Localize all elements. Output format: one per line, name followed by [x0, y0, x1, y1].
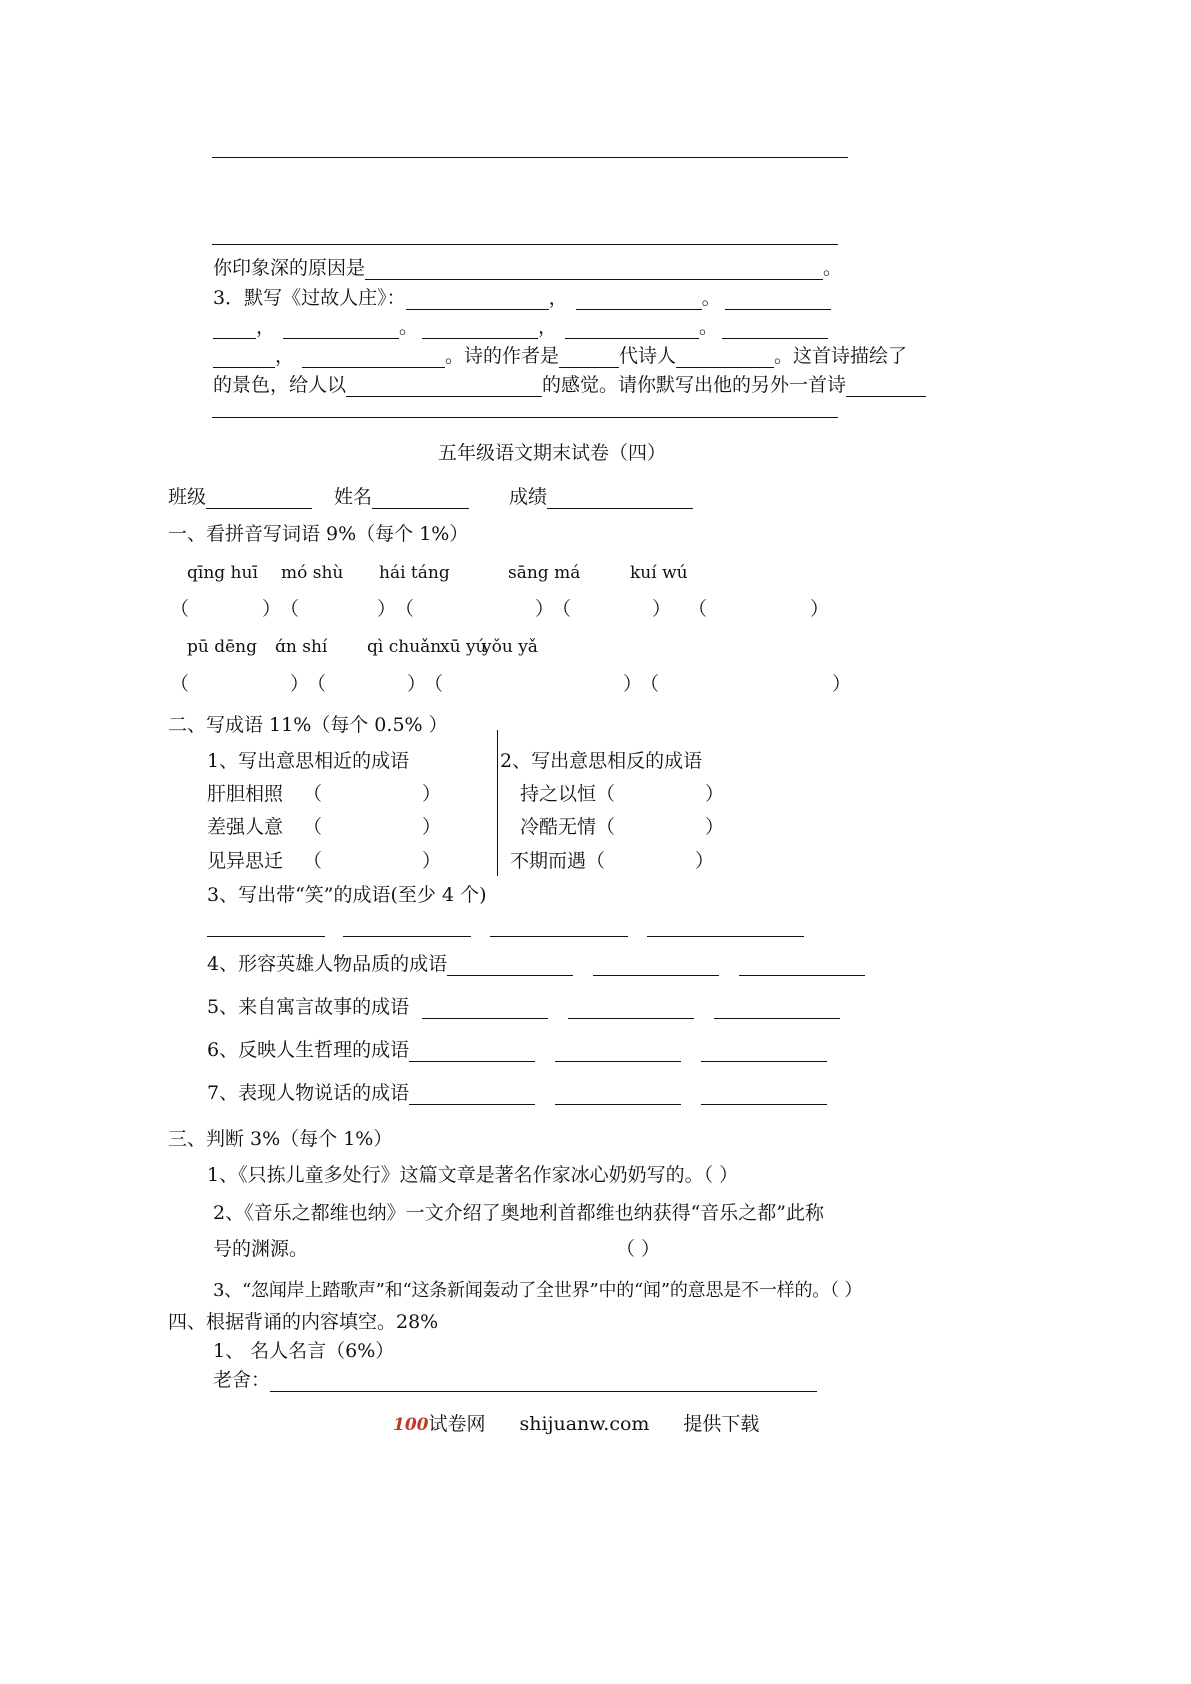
site-logo-icon: 100	[393, 1415, 429, 1435]
paren-2-2-close: ）	[407, 673, 427, 695]
fable-blank-3[interactable]	[714, 998, 840, 1019]
paren-1-3-close: ）	[535, 598, 555, 620]
q3-label: 3．默写《过故人庄》：	[213, 287, 406, 309]
paren-1-2-close: ）	[377, 598, 397, 620]
section3-heading: 三、判断 3%（每个 1%）	[168, 1128, 393, 1150]
answer-line-top-1	[212, 157, 848, 158]
heroic-blank-1[interactable]	[447, 955, 573, 976]
exam-title: 五年级语文期末试卷（四）	[438, 442, 667, 464]
speech-blank-1[interactable]	[409, 1084, 535, 1105]
q3-row-2: ， 。 ， 。	[213, 315, 828, 339]
paren-1-1-close: ）	[262, 598, 282, 620]
opposite-item-3: 不期而遇（ ）	[510, 850, 715, 872]
philosophy-blank-2[interactable]	[555, 1041, 681, 1062]
pinyin-1-1: qīng huī	[187, 563, 258, 583]
philosophy-blank-1[interactable]	[409, 1041, 535, 1062]
laugh-blank-4[interactable]	[647, 936, 804, 937]
near-item-1: 肝胆相照 （ ）	[207, 783, 442, 805]
q5-fable-idioms: 5、来自寓言故事的成语	[207, 995, 840, 1019]
site-url[interactable]: shijuanw.com	[519, 1413, 650, 1435]
judge-item-3: 3、“忽闻岸上踏歌声”和“这条新闻轰动了全世界”中的“闻”的意思是不一样的。（ ）	[213, 1280, 863, 1301]
speech-blank-3[interactable]	[701, 1084, 827, 1105]
score-field[interactable]	[547, 488, 693, 509]
paren-1-2-open: （	[280, 598, 300, 620]
poem-blank-8[interactable]	[722, 318, 828, 339]
q3-row-4: 的景色，给人以 的感觉。请你默写出他的另外一首诗	[213, 373, 926, 397]
fable-blank-2[interactable]	[568, 998, 694, 1019]
footer	[393, 1412, 759, 1437]
pinyin-2-3: qì chuǎn	[367, 637, 442, 657]
laugh-blank-1[interactable]	[207, 936, 325, 937]
speech-blank-2[interactable]	[555, 1084, 681, 1105]
paren-1-5-close: ）	[810, 598, 830, 620]
column-divider	[497, 730, 498, 876]
laoshe-label: 老舍：	[213, 1369, 271, 1391]
poem-blank-10[interactable]	[302, 347, 445, 368]
download-note: 提供下载	[683, 1413, 760, 1435]
poem-blank-4[interactable]	[213, 318, 256, 339]
section4-heading: 四、根据背诵的内容填空。28%	[168, 1311, 439, 1333]
judge-item-2-paren: （ ）	[616, 1238, 661, 1260]
poem-blank-9[interactable]	[213, 347, 275, 368]
name-label: 姓名	[334, 486, 373, 508]
feeling-blank[interactable]	[346, 376, 542, 397]
laugh-blank-2[interactable]	[343, 936, 471, 937]
pinyin-1-2: mó shù	[281, 563, 344, 583]
laoshe-quote-blank[interactable]	[270, 1371, 817, 1392]
poet-blank[interactable]	[676, 347, 774, 368]
paren-1-3-open: （	[395, 598, 415, 620]
paren-1-4-close: ）	[652, 598, 672, 620]
class-field[interactable]	[206, 488, 312, 509]
poem-blank-3[interactable]	[725, 289, 831, 310]
sub1-title: 1、写出意思相近的成语	[207, 750, 410, 772]
philosophy-blank-3[interactable]	[701, 1041, 827, 1062]
other-poem-blank[interactable]	[846, 376, 926, 397]
class-label: 班级	[168, 486, 207, 508]
fable-blank-1[interactable]	[422, 998, 548, 1019]
student-info-row	[168, 485, 693, 509]
poem-blank-6[interactable]	[422, 318, 538, 339]
answer-line-top-3	[212, 417, 838, 418]
heroic-blank-3[interactable]	[739, 955, 865, 976]
opposite-item-1: 持之以恒（ ）	[520, 783, 725, 805]
paren-1-4-open: （	[552, 598, 572, 620]
pinyin-2-2: ɑ́n shí	[275, 637, 328, 657]
pinyin-2-1: pū dēng	[187, 637, 258, 657]
q3-row-1: 3．默写《过故人庄》： ， 。	[213, 286, 831, 310]
score-label: 成绩	[509, 486, 548, 508]
name-field[interactable]	[372, 488, 469, 509]
paren-2-4-open: （	[640, 673, 660, 695]
poem-blank-1[interactable]	[406, 289, 549, 310]
pinyin-1-3: hái táng	[379, 563, 450, 583]
section1-heading: 一、看拼音写词语 9%（每个 1%）	[168, 523, 469, 545]
paren-2-1-close: ）	[290, 673, 310, 695]
paren-1-1-open: （	[170, 598, 190, 620]
judge-item-2-line2: 号的渊源。	[213, 1238, 309, 1260]
paren-2-3-close: ）	[623, 673, 643, 695]
pinyin-2-4: xū yú	[440, 637, 487, 657]
pinyin-1-5: kuí wú	[630, 563, 688, 583]
poem-blank-5[interactable]	[283, 318, 399, 339]
q7-speech-idioms: 7、表现人物说话的成语	[207, 1081, 827, 1105]
laoshe-row	[213, 1368, 817, 1392]
paren-1-5-open: （	[688, 598, 708, 620]
impression-reason-row: 你印象深的原因是 。	[213, 257, 843, 279]
near-item-3: 见异思迁 （ ）	[207, 850, 442, 872]
sub2-title: 2、写出意思相反的成语	[500, 750, 703, 772]
q6-philosophy-idioms: 6、反映人生哲理的成语	[207, 1038, 827, 1062]
pinyin-1-4: sāng má	[508, 563, 581, 583]
judge-item-1: 1、《只拣儿童多处行》这篇文章是著名作家冰心奶奶写的。（ ）	[207, 1164, 739, 1186]
dynasty-blank[interactable]	[559, 347, 619, 368]
impression-reason-blank[interactable]	[365, 259, 823, 280]
q3-laugh-idioms: 3、写出带“笑”的成语(至少 4 个)	[207, 884, 487, 906]
answer-line-top-2	[212, 244, 838, 245]
paren-2-2-open: （	[307, 673, 327, 695]
famous-quotes-title: 1、 名人名言（6%）	[213, 1340, 395, 1362]
impression-reason-label: 你印象深的原因是	[213, 257, 366, 279]
section2-heading: 二、写成语 11%（每个 0.5% ）	[168, 714, 448, 736]
paren-2-4-close: ）	[832, 673, 852, 695]
near-item-2: 差强人意 （ ）	[207, 816, 442, 838]
q3-row-3: ， 。诗的作者是 代诗人 。这首诗描绘了	[213, 344, 907, 368]
laugh-blank-3[interactable]	[490, 936, 628, 937]
pinyin-2-5: yǒu yǎ	[482, 637, 538, 657]
opposite-item-2: 冷酷无情（ ）	[520, 816, 725, 838]
paren-2-3-open: （	[424, 673, 444, 695]
q4-heroic-idioms: 4、形容英雄人物品质的成语	[207, 952, 865, 976]
paren-2-1-open: （	[170, 673, 190, 695]
site-name: 试卷网	[428, 1413, 486, 1435]
poem-blank-2[interactable]	[576, 289, 702, 310]
poem-blank-7[interactable]	[565, 318, 699, 339]
heroic-blank-2[interactable]	[593, 955, 719, 976]
judge-item-2-line1: 2、《音乐之都维也纳》一文介绍了奥地利首都维也纳获得“音乐之都”此称	[213, 1202, 825, 1224]
